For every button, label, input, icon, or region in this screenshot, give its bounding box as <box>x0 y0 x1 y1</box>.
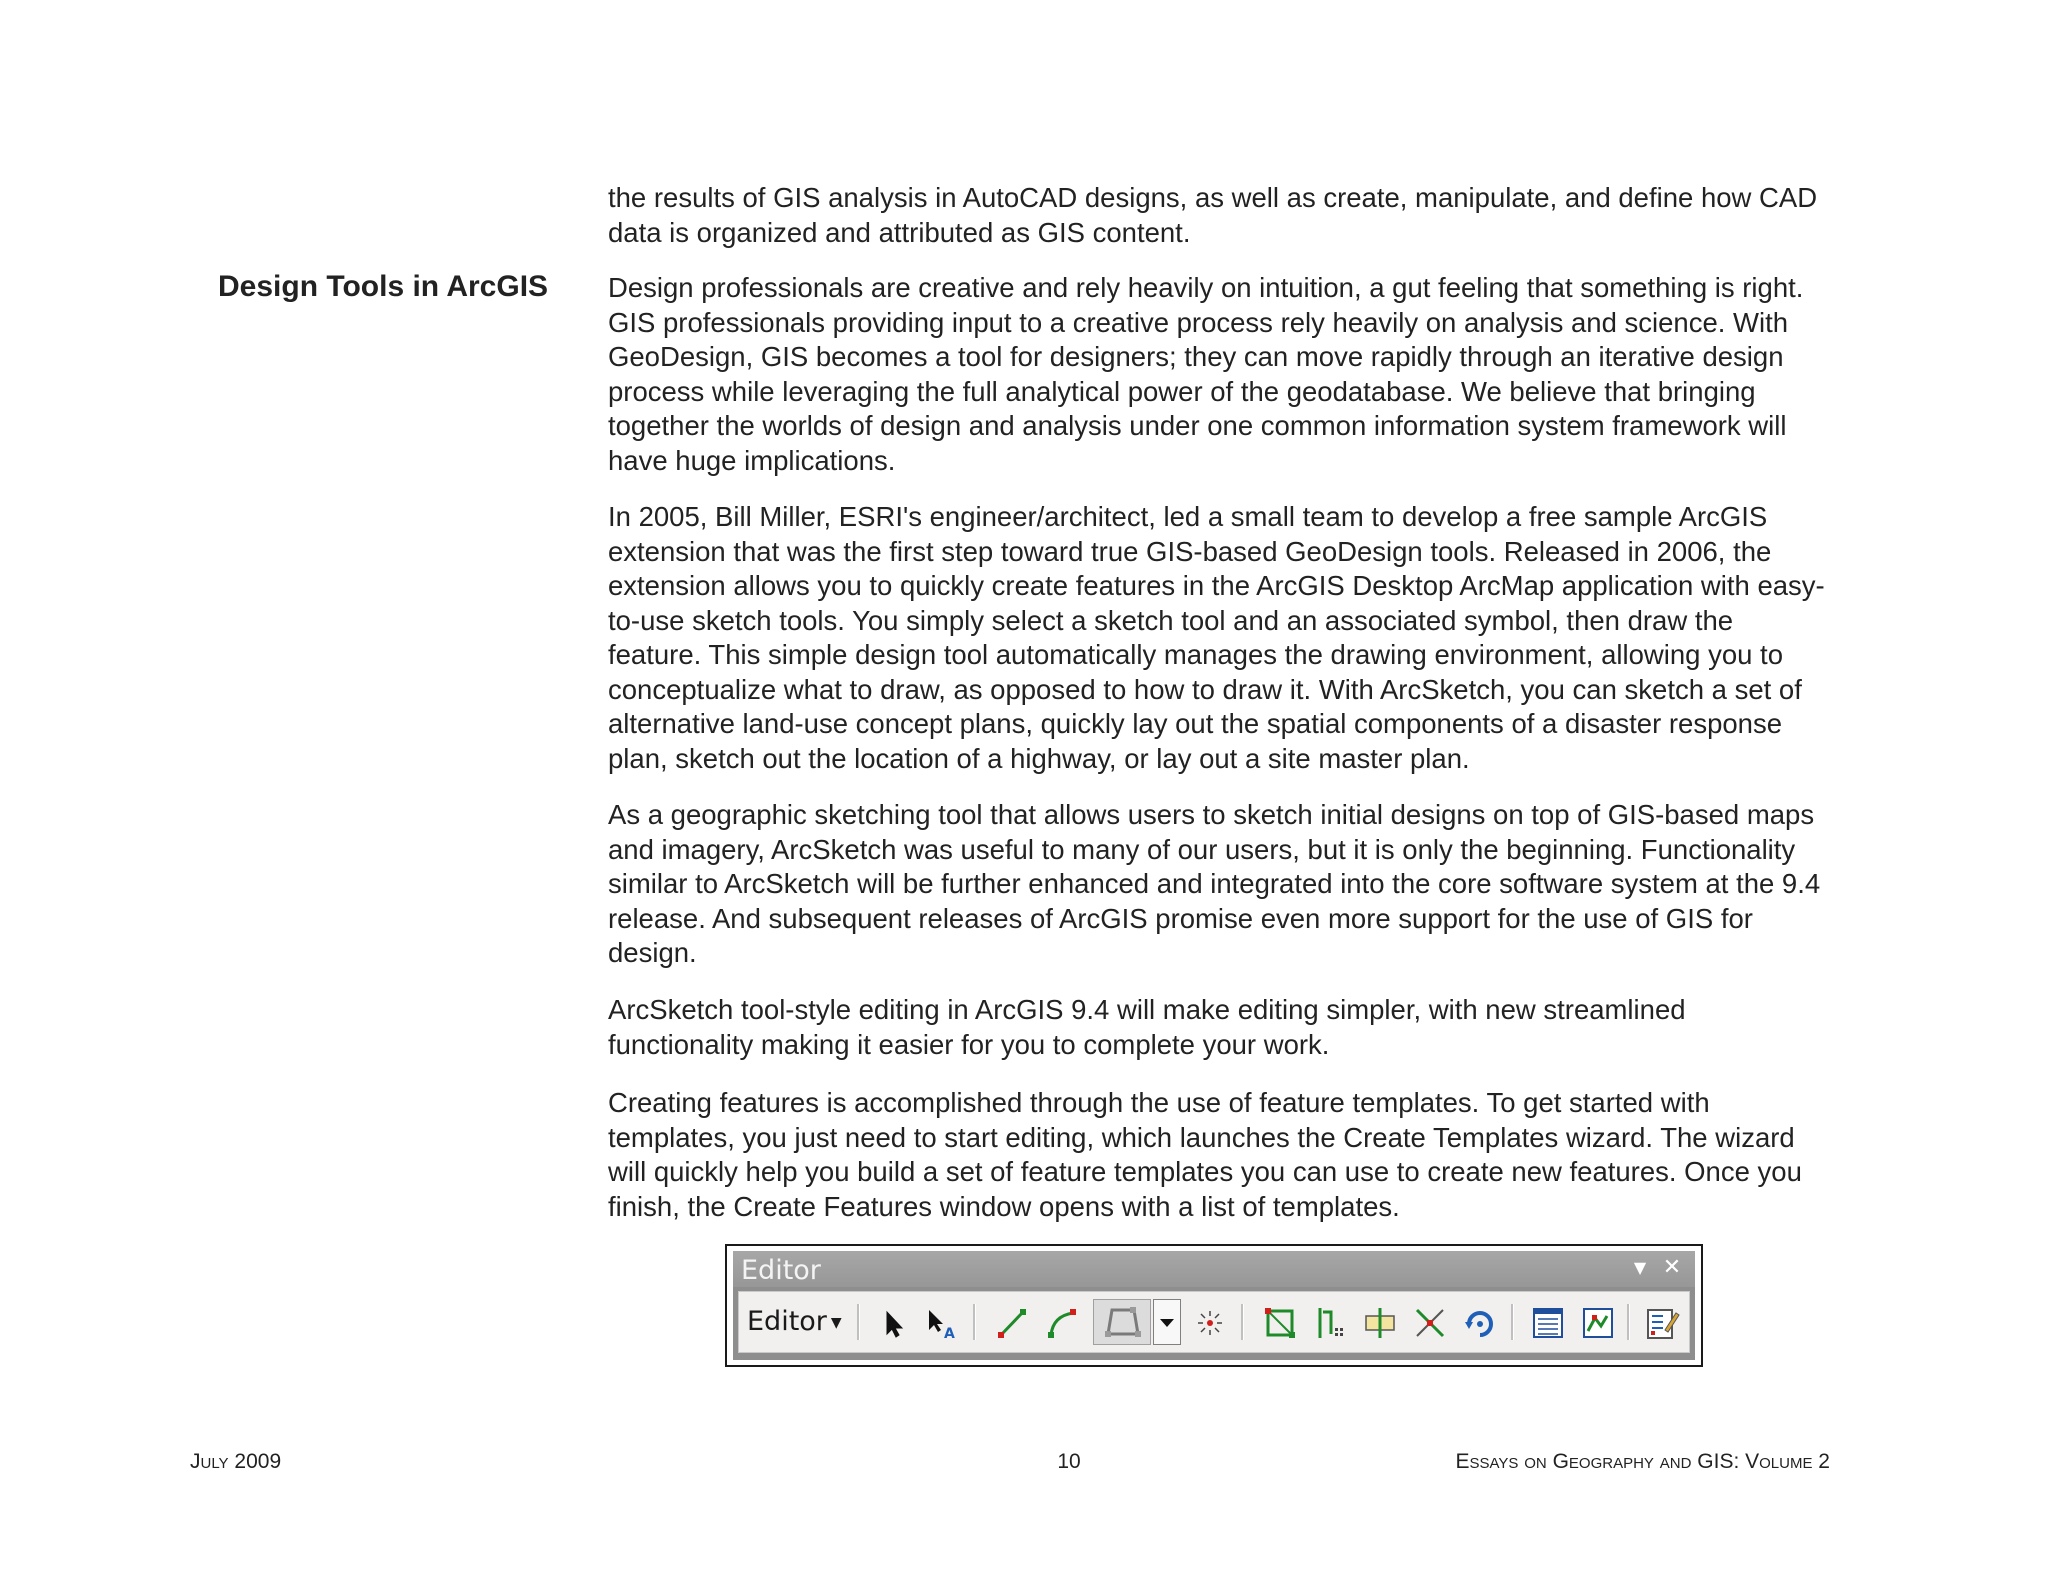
chevron-down-icon: ▼ <box>830 1314 842 1331</box>
trace-polygon-button[interactable] <box>1093 1299 1151 1345</box>
footer-date: July 2009 <box>190 1450 282 1473</box>
paragraph-5: Creating features is accomplished through the use of feature templates. To get started with templates, you just need to start editing, which launches the Create Templates wizard. The wizard will quickly help you build a set of feature templates you can use to create new features. Once you finish, the Create Features window opens with a list of templates. <box>608 1087 1802 1222</box>
section-heading: Design Tools in ArcGIS <box>218 270 549 303</box>
editor-menu-button[interactable] <box>747 1303 842 1341</box>
end-point-arc-icon[interactable] <box>1043 1304 1081 1342</box>
intro-paragraph: the results of GIS analysis in AutoCAD designs, as well as create, manipulate, and define how CAD data is organized and attributed as GIS content. <box>608 182 1818 248</box>
point-icon[interactable] <box>1191 1304 1229 1342</box>
straight-segment-icon[interactable] <box>993 1304 1031 1342</box>
paragraph-4: ArcSketch tool-style editing in ArcGIS 9.4 will make editing simpler, with new streamlined functionality making it easier for you to complete your work. <box>608 994 1686 1060</box>
attributes-icon[interactable] <box>1529 1304 1567 1342</box>
toolbar-separator <box>1241 1304 1244 1340</box>
svg-text:A: A <box>944 1326 955 1342</box>
editor-titlebar[interactable] <box>733 1251 1695 1287</box>
split-tool-icon[interactable] <box>1311 1304 1349 1342</box>
toolbar-separator <box>1627 1304 1630 1340</box>
editor-menu-label: Editor <box>747 1306 827 1337</box>
editor-toolbar-window <box>733 1251 1695 1360</box>
edit-tool-icon[interactable] <box>875 1304 913 1342</box>
paragraph-3: As a geographic sketching tool that allows users to sketch initial designs on top of GIS-based maps and imagery, ArcSketch was useful to many of our users, but it is only the beginning. Functionality similar to ArcSketch will be further enhanced and integrated into the core software system at the 9.4 release. And subsequent releases of ArcGIS promise even more support for the use of GIS for design. <box>608 799 1821 968</box>
paragraph-1: Design professionals are creative and rely heavily on intuition, a gut feeling that something is right. GIS professionals providing input to a creative process rely heavily on analysis and science. With GeoDesign, GIS becomes a tool for designers; they can move rapidly through an iterative design process while leveraging the full analytical power of the geodatabase. We believe that bringing together the worlds of design and analysis under one common information system framework will have huge implications. <box>608 272 1804 476</box>
tool-palette-dropdown[interactable] <box>1153 1299 1181 1345</box>
toolbar-separator <box>973 1304 976 1340</box>
toolbar-options-icon[interactable]: ▼ <box>1633 1258 1647 1277</box>
footer-publication: Essays on Geography and GIS: Volume 2 <box>1455 1450 1830 1473</box>
sketch-properties-icon[interactable] <box>1579 1304 1617 1342</box>
editor-title: Editor <box>741 1255 821 1286</box>
page-number: 10 <box>1057 1450 1081 1473</box>
editor-toolbar-figure <box>725 1244 1703 1367</box>
toolbar-separator <box>1511 1304 1514 1340</box>
cut-polygons-icon[interactable] <box>1361 1304 1399 1342</box>
create-features-icon[interactable] <box>1643 1304 1681 1342</box>
close-icon[interactable]: ✕ <box>1662 1255 1682 1280</box>
dropdown-arrow-icon <box>1154 1300 1180 1344</box>
editor-toolbar <box>738 1291 1690 1353</box>
toolbar-separator <box>857 1304 860 1340</box>
rotate-tool-icon[interactable] <box>1461 1304 1499 1342</box>
intersect-icon[interactable] <box>1411 1304 1449 1342</box>
edit-annotation-tool-icon[interactable] <box>923 1304 961 1342</box>
paragraph-2: In 2005, Bill Miller, ESRI's engineer/architect, led a small team to develop a free sample ArcGIS extension that was the first step toward true GIS-based GeoDesign tools. Released in 2006, the extension allows you to quickly create features in the ArcGIS Desktop ArcMap application with easy-to-use sketch tools. You simply select a sketch tool and an associated symbol, then draw the feature. This simple design tool automatically manages the drawing environment, allowing you to conceptualize what to draw, as opposed to how to draw it. With ArcSketch, you can sketch a set of alternative land-use concept plans, quickly lay out the spatial components of a disaster response plan, sketch out the location of a highway, or lay out a site master plan. <box>608 501 1825 774</box>
reshape-feature-icon[interactable] <box>1261 1304 1299 1342</box>
trace-polygon-icon <box>1094 1300 1150 1344</box>
